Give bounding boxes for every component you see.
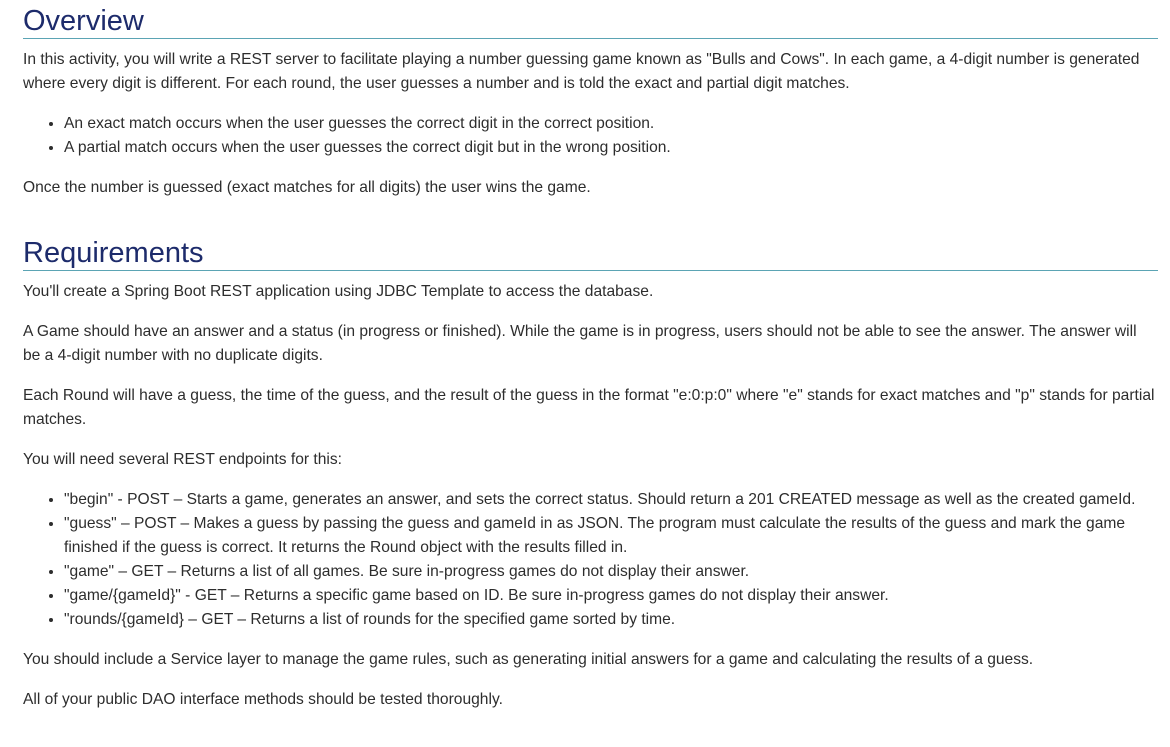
requirements-section [23, 232, 1158, 712]
requirements-paragraph: Each Round will have a guess, the time of the guess, and the result of the guess in the format "e:0:p:0" where "e" stands for exact matches and "p" stands for partial matches. [23, 387, 1155, 428]
dao-testing-note: All of your public DAO interface methods should be tested thoroughly. [23, 691, 503, 708]
overview-heading: Overview [23, 0, 1158, 39]
requirements-paragraph: A Game should have an answer and a status (in progress or finished). While the game is in progress, users should not be able to see the answer. The answer will be a 4-digit number with no duplicate digits. [23, 323, 1137, 364]
list-item: • A partial match occurs when the user guesses the correct digit but in the wrong position. [64, 136, 1158, 160]
list-item: • "game/{gameId}" - GET – Returns a specific game based on ID. Be sure in-progress games do not display their answer. [64, 584, 1158, 608]
list-item: • "guess" – POST – Makes a guess by passing the guess and gameId in as JSON. The program must calculate the results of the guess and mark the game finished if the guess is correct. It returns the Round object with the results filled in. [64, 512, 1158, 560]
match-rules-list [23, 112, 1158, 160]
endpoints-list [23, 488, 1158, 632]
overview-closing: Once the number is guessed (exact matches for all digits) the user wins the game. [23, 179, 591, 196]
list-item: • "rounds/{gameId} – GET – Returns a list of rounds for the specified game sorted by time. [64, 608, 1158, 632]
overview-section [23, 0, 1158, 200]
list-item: • "game" – GET – Returns a list of all games. Be sure in-progress games do not display their answer. [64, 560, 1158, 584]
list-item: • An exact match occurs when the user guesses the correct digit in the correct position. [64, 112, 1158, 136]
overview-intro: In this activity, you will write a REST server to facilitate playing a number guessing game known as "Bulls and Cows". In each game, a 4-digit number is generated where every digit is different. For each round, the user guesses a number and is told the exact and partial digit matches. [23, 51, 1140, 92]
list-item: • "begin" - POST – Starts a game, generates an answer, and sets the correct status. Should return a 201 CREATED message as well as the created gameId. [64, 488, 1158, 512]
service-layer-note: You should include a Service layer to manage the game rules, such as generating initial answers for a game and calculating the results of a guess. [23, 651, 1034, 668]
requirements-heading: Requirements [23, 232, 1158, 271]
requirements-paragraph: You'll create a Spring Boot REST application using JDBC Template to access the database. [23, 283, 654, 300]
requirements-paragraph: You will need several REST endpoints for this: [23, 451, 342, 468]
